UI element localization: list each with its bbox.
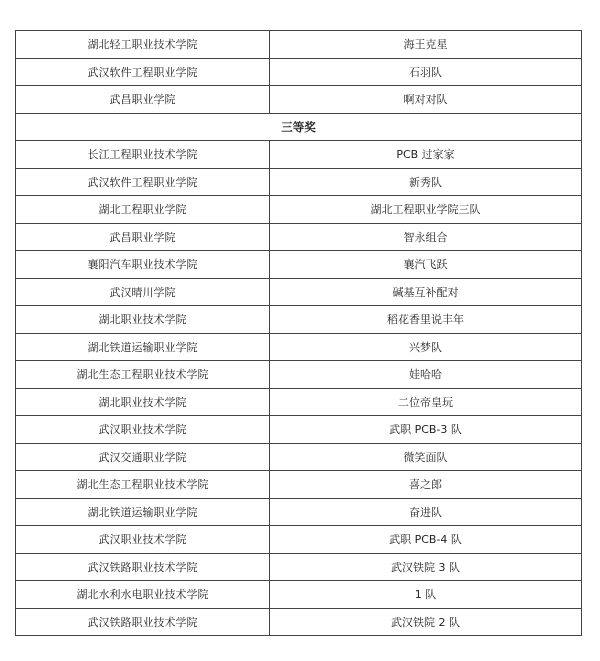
table-row [16,388,582,416]
section-header-row [16,113,582,141]
school-cell: 武汉铁路职业技术学院 [16,553,270,581]
third-prize-rows [16,141,582,636]
school-cell: 湖北职业技术学院 [16,306,270,334]
team-cell: 喜之郎 [270,471,582,499]
team-cell: 武职 PCB-4 队 [270,526,582,554]
school-cell: 襄阳汽车职业技术学院 [16,251,270,279]
school-cell: 湖北工程职业学院 [16,196,270,224]
team-cell: 二位帝皇玩 [270,388,582,416]
school-cell: 武汉铁路职业技术学院 [16,608,270,636]
school-cell: 湖北铁道运输职业学院 [16,333,270,361]
table-row [16,278,582,306]
team-cell: 武汉铁院 3 队 [270,553,582,581]
table-row [16,361,582,389]
team-cell: 1 队 [270,581,582,609]
team-cell: 襄汽飞跃 [270,251,582,279]
table-row [16,471,582,499]
school-cell: 湖北生态工程职业技术学院 [16,361,270,389]
table-row [16,223,582,251]
table-row [16,553,582,581]
table-row [16,443,582,471]
table-row [16,306,582,334]
table-row [16,168,582,196]
team-cell: 啊对对队 [270,86,582,114]
school-cell: 武汉软件工程职业学院 [16,168,270,196]
table-row [16,526,582,554]
table-row [16,581,582,609]
school-cell: 武汉软件工程职业学院 [16,58,270,86]
team-cell: PCB 过家家 [270,141,582,169]
table-row [16,498,582,526]
team-cell: 智永组合 [270,223,582,251]
table-row [16,31,582,59]
table-row [16,141,582,169]
school-cell: 武汉职业技术学院 [16,526,270,554]
table-row [16,86,582,114]
team-cell: 微笑面队 [270,443,582,471]
school-cell: 武汉职业技术学院 [16,416,270,444]
school-cell: 长江工程职业技术学院 [16,141,270,169]
team-cell: 稻花香里说丰年 [270,306,582,334]
school-cell: 湖北生态工程职业技术学院 [16,471,270,499]
team-cell: 武职 PCB-3 队 [270,416,582,444]
section-title: 三等奖 [16,113,582,141]
table-row [16,196,582,224]
school-cell: 武昌职业学院 [16,223,270,251]
table-row [16,58,582,86]
school-cell: 武昌职业学院 [16,86,270,114]
team-cell: 武汉铁院 2 队 [270,608,582,636]
school-cell: 湖北铁道运输职业学院 [16,498,270,526]
school-cell: 湖北职业技术学院 [16,388,270,416]
award-results-table [15,30,582,636]
school-cell: 湖北轻工职业技术学院 [16,31,270,59]
previous-prize-rows [16,31,582,114]
table-row [16,608,582,636]
team-cell: 兴梦队 [270,333,582,361]
school-cell: 武汉交通职业学院 [16,443,270,471]
school-cell: 湖北水利水电职业技术学院 [16,581,270,609]
team-cell: 娃哈哈 [270,361,582,389]
third-prize-section [16,113,582,141]
table-row [16,416,582,444]
team-cell: 湖北工程职业学院三队 [270,196,582,224]
table-row [16,333,582,361]
team-cell: 新秀队 [270,168,582,196]
team-cell: 石羽队 [270,58,582,86]
team-cell: 奋进队 [270,498,582,526]
team-cell: 海王克星 [270,31,582,59]
table-row [16,251,582,279]
school-cell: 武汉晴川学院 [16,278,270,306]
team-cell: 碱基互补配对 [270,278,582,306]
